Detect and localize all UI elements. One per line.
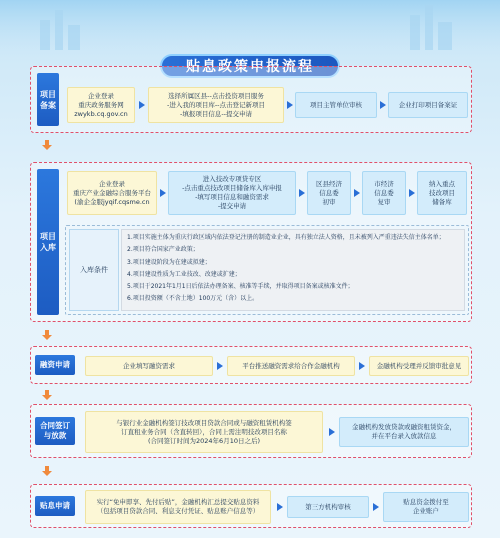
down-arrow bbox=[42, 466, 52, 476]
subsidy-step-submit: 实行“免申即享、先付后贴”，金融机构汇总提交贴息资料 （包括项目贷款合同、利息支付凭证、贴息账户信息等） bbox=[85, 490, 271, 524]
section-contract-loan bbox=[30, 404, 472, 458]
condition-item: 2.项目符合国家产业政策； bbox=[127, 246, 199, 254]
entry-step-city-review: 市经济 信息委 复审 bbox=[362, 171, 406, 215]
record-step-fill: 选择所属区县--点击投资项目服务 -进入我的项目库--点击登记新项目 -填报项目信息--提交申请 bbox=[148, 87, 284, 123]
arrow-right bbox=[380, 101, 386, 109]
conditions-list bbox=[121, 229, 465, 311]
arrow-right bbox=[299, 189, 305, 197]
down-arrow bbox=[42, 330, 52, 340]
finance-step-fill: 企业填写融资需求 bbox=[85, 356, 213, 376]
condition-item: 4.项目建设性质为工业技改、改建或扩建； bbox=[127, 270, 241, 278]
record-step-print: 企业打印项目备案证 bbox=[388, 92, 468, 118]
entry-step-apply: 进入技改专项贷专区 -点击重点技改项目储备库入库申报 -填写项目信息和融资需求 -提交申请 bbox=[168, 171, 296, 215]
down-arrow bbox=[42, 390, 52, 400]
arrow-right bbox=[139, 101, 145, 109]
section-label-subsidy: 贴息申请 bbox=[35, 496, 75, 516]
section-label-finance: 融资申请 bbox=[35, 355, 75, 375]
section-finance-apply bbox=[30, 346, 472, 384]
finance-step-feedback: 金融机构受理并反馈审批意见 bbox=[369, 356, 469, 376]
entry-step-store: 纳入重点 技改项目 储备库 bbox=[417, 171, 467, 215]
contract-step-sign: 与银行业金融机构签订技改项目贷款合同或与融资租赁机构签 订直租业务合同（含直转回），合同上需注明技改项目名称 (合同签订时间为2024年6月10日之后) bbox=[85, 411, 323, 453]
arrow-right bbox=[277, 503, 283, 511]
section-label-entry: 项目入库 bbox=[37, 169, 59, 315]
contract-step-release: 金融机构发放贷款或融资租赁资金， 并在平台录入放款信息 bbox=[339, 417, 469, 447]
entry-step-login: 企业登录 重庆产业金融综合服务平台 (渝企金服jyqif.cqsme.cn bbox=[67, 171, 157, 215]
down-arrow bbox=[42, 140, 52, 150]
arrow-right bbox=[329, 428, 335, 436]
arrow-right bbox=[409, 189, 415, 197]
arrow-right bbox=[359, 362, 365, 370]
record-step-review: 项目主管单位审核 bbox=[295, 92, 377, 118]
entry-step-district-review: 区县经济 信息委 初审 bbox=[307, 171, 351, 215]
section-label-contract: 合同签订 与放款 bbox=[35, 417, 75, 445]
page-title: 贴息政策申报流程 bbox=[160, 54, 340, 78]
subsidy-step-audit: 第三方机构审核 bbox=[287, 496, 369, 518]
condition-item: 3.项目建设阶段为在建或拟建； bbox=[127, 258, 211, 266]
record-step-login: 企业登录 重庆政务服务网 zwykb.cq.gov.cn bbox=[67, 87, 135, 123]
finance-step-push: 平台推送融资需求给合作金融机构 bbox=[227, 356, 355, 376]
condition-item: 6.项目投资额（不含土地）100万元（含）以上。 bbox=[127, 295, 259, 303]
section-subsidy-apply bbox=[30, 484, 472, 528]
condition-item: 5.项目于2021年1月1日后依法办理备案、核准等手续，并取得项目备案或核准文件； bbox=[127, 283, 354, 291]
conditions-title: 入库条件 bbox=[69, 229, 119, 311]
section-label-record: 项目备案 bbox=[37, 73, 59, 126]
arrow-right bbox=[160, 189, 166, 197]
section-project-record bbox=[30, 66, 472, 133]
arrow-right bbox=[217, 362, 223, 370]
arrow-right bbox=[354, 189, 360, 197]
arrow-right bbox=[287, 101, 293, 109]
subsidy-step-pay: 贴息资金拨付至 企业账户 bbox=[383, 492, 469, 522]
arrow-right bbox=[373, 503, 379, 511]
condition-item: 1.项目实施主体为重庆行政区域内依法登记注册的制造业企业，具有独立法人资格，且未被列入严重违法失信主体名单； bbox=[127, 234, 445, 241]
section-project-entry bbox=[30, 162, 472, 322]
